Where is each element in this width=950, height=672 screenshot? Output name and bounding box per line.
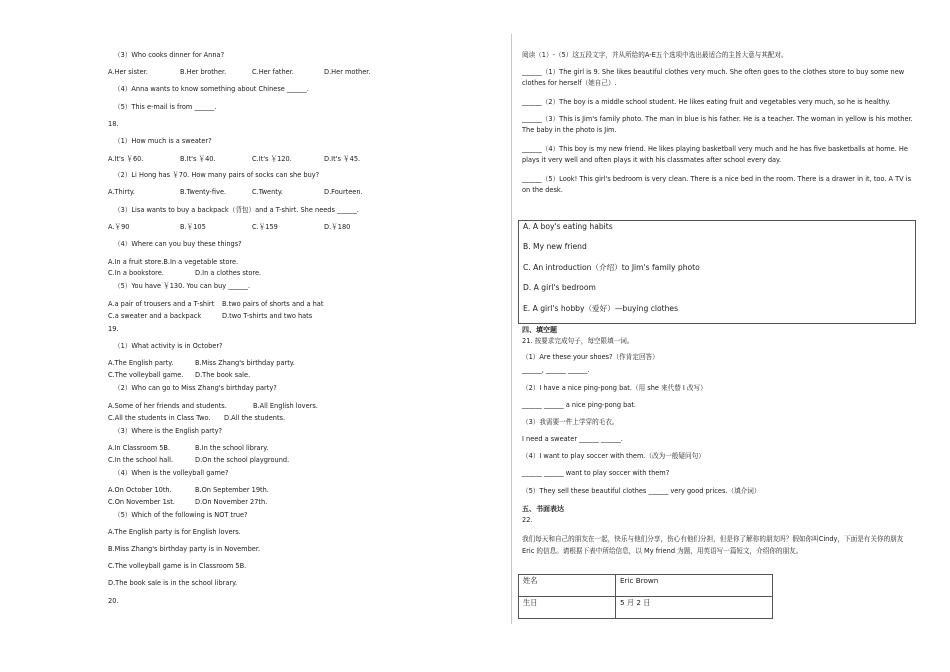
question-text: （2）I have a nice ping-pong bat.（用 she 来代替 I 改写） (522, 384, 707, 392)
option: A.Some of her friends and students. (108, 402, 227, 410)
writing-prompt: 我们每天和自己的朋友在一起，快乐与他们分享，伤心有他们分担，但是你了解你的朋友吗？假如你叫Cindy，下面是有关你的朋友 Eric 的信息。请根据下表中所给信息，以 My friend 为题，用英语写一篇短文，介绍你的朋友。 (522, 535, 904, 555)
option: A.On October 10th. (108, 486, 172, 494)
option: C.a sweater and a backpack (108, 312, 202, 320)
info-table (518, 574, 773, 619)
option: B.Her brother. (180, 68, 227, 76)
option: A.￥90 (108, 223, 130, 231)
option: A.The English party. (108, 359, 174, 367)
option: C.The volleyball game. (108, 371, 184, 379)
table-row (519, 575, 773, 597)
matching-option-b: B. My new friend (523, 242, 587, 251)
section-heading: 四、填空题 (522, 326, 557, 334)
option: B.Miss Zhang's birthday party is in November. (108, 545, 261, 553)
option: A.In a fruit store.B.In a vegetable store. (108, 258, 239, 266)
option: D.Fourteen. (324, 188, 363, 196)
question-text: （5）You have ￥130. You can buy ______. (114, 282, 251, 290)
question-text: （1）What activity is in October? (114, 342, 223, 350)
question-number: 22. (522, 516, 533, 524)
option: C.All the students in Class Two. (108, 414, 211, 422)
question-text: （2）Li Hong has ￥70. How many pairs of socks can she buy? (114, 171, 320, 179)
reading-paragraph-5: ______（5）Look! This girl's bedroom is very clean. There is a nice bed in the room. There is a drawer in it, too. A TV is on the desk. (522, 175, 912, 194)
column-divider (511, 34, 512, 624)
option: D.The book sale. (195, 371, 251, 379)
option: C.Her father. (252, 68, 294, 76)
table-cell-value: 5 月 2 日 (616, 597, 773, 619)
answer-blank-line: ______ ______ want to play soccer with them? (522, 469, 670, 477)
table-cell-key: 生日 (519, 597, 616, 619)
matching-option-e: E. A girl's hobby（爱好）—buying clothes (523, 304, 679, 313)
question-text: （1）How much is a sweater? (114, 137, 212, 145)
option: B.Twenty-five. (180, 188, 227, 196)
option: B.Miss Zhang's birthday party. (195, 359, 295, 367)
answer-blank-line: ______ ______ a nice ping-pong bat. (522, 401, 637, 409)
option: D.All the students. (224, 414, 286, 422)
option: D.It's ￥45. (324, 155, 361, 163)
option: D.In a clothes store. (195, 269, 262, 277)
reading-paragraph-1: ______（1）The girl is 9. She likes beautiful clothes very much. She often goes to the clothes store to buy some new clothes for herself（她自己）. (522, 68, 905, 87)
option: A.Her sister. (108, 68, 148, 76)
question-text: 21. 按要求完成句子，每空限填一词。 (522, 337, 634, 345)
option: B.In the school library. (195, 444, 269, 452)
option: B.On September 19th. (195, 486, 269, 494)
matching-options-box (518, 220, 916, 324)
question-text: （5）They sell these beautiful clothes ______ very good prices.（填介词） (522, 487, 761, 495)
option: B.It's ￥40. (180, 155, 216, 163)
table-row (519, 597, 773, 619)
question-text: （3）我需要一件上学穿的毛衣。 (522, 418, 619, 426)
option: D.￥180 (324, 223, 351, 231)
option: C.Twenty. (252, 188, 283, 196)
option: C.The volleyball game is in Classroom 5B. (108, 562, 247, 570)
question-number: 19. (108, 325, 119, 333)
option: D.On November 27th. (195, 498, 268, 506)
question-number: 18. (108, 120, 119, 128)
matching-option-a: A. A boy's eating habits (523, 222, 613, 231)
section-heading: 五、书面表达 (522, 505, 564, 513)
reading-paragraph-2: ______（2）The boy is a middle school student. He likes eating fruit and vegetables very much, so he is healthy. (522, 98, 891, 106)
option: C.On November 1st. (108, 498, 175, 506)
option: A.a pair of trousers and a T-shirt (108, 300, 215, 308)
table-cell-key: 姓名 (519, 575, 616, 597)
reading-instructions: 阅读（1）-（5）这五段文字，并从所给的A-E五个选项中选出最适合的主旨大意与其配对。 (522, 51, 788, 59)
question-text: （5）This e-mail is from ______. (114, 103, 217, 111)
option: D.The book sale is in the school library. (108, 579, 238, 587)
option: C.￥159 (252, 223, 278, 231)
reading-paragraph-3: ______（3）This is Jim's family photo. The man in blue is his father. He is a teacher. The woman in yellow is his mother. The baby in the photo is Jim. (522, 115, 913, 134)
answer-blank-line: I need a sweater ______ ______. (522, 435, 623, 443)
option: C.In a bookstore. (108, 269, 164, 277)
option: B.All English lovers. (253, 402, 318, 410)
option: A.It's ￥60. (108, 155, 144, 163)
question-text: （2）Who can go to Miss Zhang's birthday party? (114, 384, 277, 392)
option: A.The English party is for English lovers. (108, 528, 241, 536)
question-text: （4）I want to play soccer with them.（改为一般疑问句） (522, 452, 705, 460)
option: D.Her mother. (324, 68, 371, 76)
matching-option-d: D. A girl's bedroom (523, 283, 596, 292)
option: D.On the school playground. (195, 456, 290, 464)
question-text: （5）Which of the following is NOT true? (114, 511, 248, 519)
matching-option-c: C. An introduction（介绍）to Jim's family photo (523, 263, 700, 272)
table-cell-value: Eric Brown (616, 575, 773, 597)
question-text: （3）Who cooks dinner for Anna? (114, 51, 225, 59)
answer-blank-line: ______, ______ ______. (522, 366, 590, 374)
option: D.two T-shirts and two hats (222, 312, 313, 320)
question-number: 20. (108, 597, 119, 605)
option: A.Thirty. (108, 188, 135, 196)
reading-paragraph-4: ______（4）This boy is my new friend. He likes playing basketball very much and he has five basketballs at home. He plays it very well and often plays it with his classmates after school every day. (522, 145, 908, 164)
option: B.￥105 (180, 223, 206, 231)
option: A.In Classroom 5B. (108, 444, 171, 452)
question-text: （4）Where can you buy these things? (114, 240, 242, 248)
question-text: （4）Anna wants to know something about Chinese ______. (114, 85, 309, 93)
question-text: （1）Are these your shoes?（作肯定回答） (522, 353, 659, 361)
option: B.two pairs of shorts and a hat (222, 300, 324, 308)
question-text: （3）Lisa wants to buy a backpack（背包）and a T-shirt. She needs ______. (114, 206, 359, 214)
question-text: （3）Where is the English party? (114, 427, 222, 435)
question-text: （4）When is the volleyball game? (114, 469, 229, 477)
option: C.It's ￥120. (252, 155, 292, 163)
option: C.In the school hall. (108, 456, 174, 464)
